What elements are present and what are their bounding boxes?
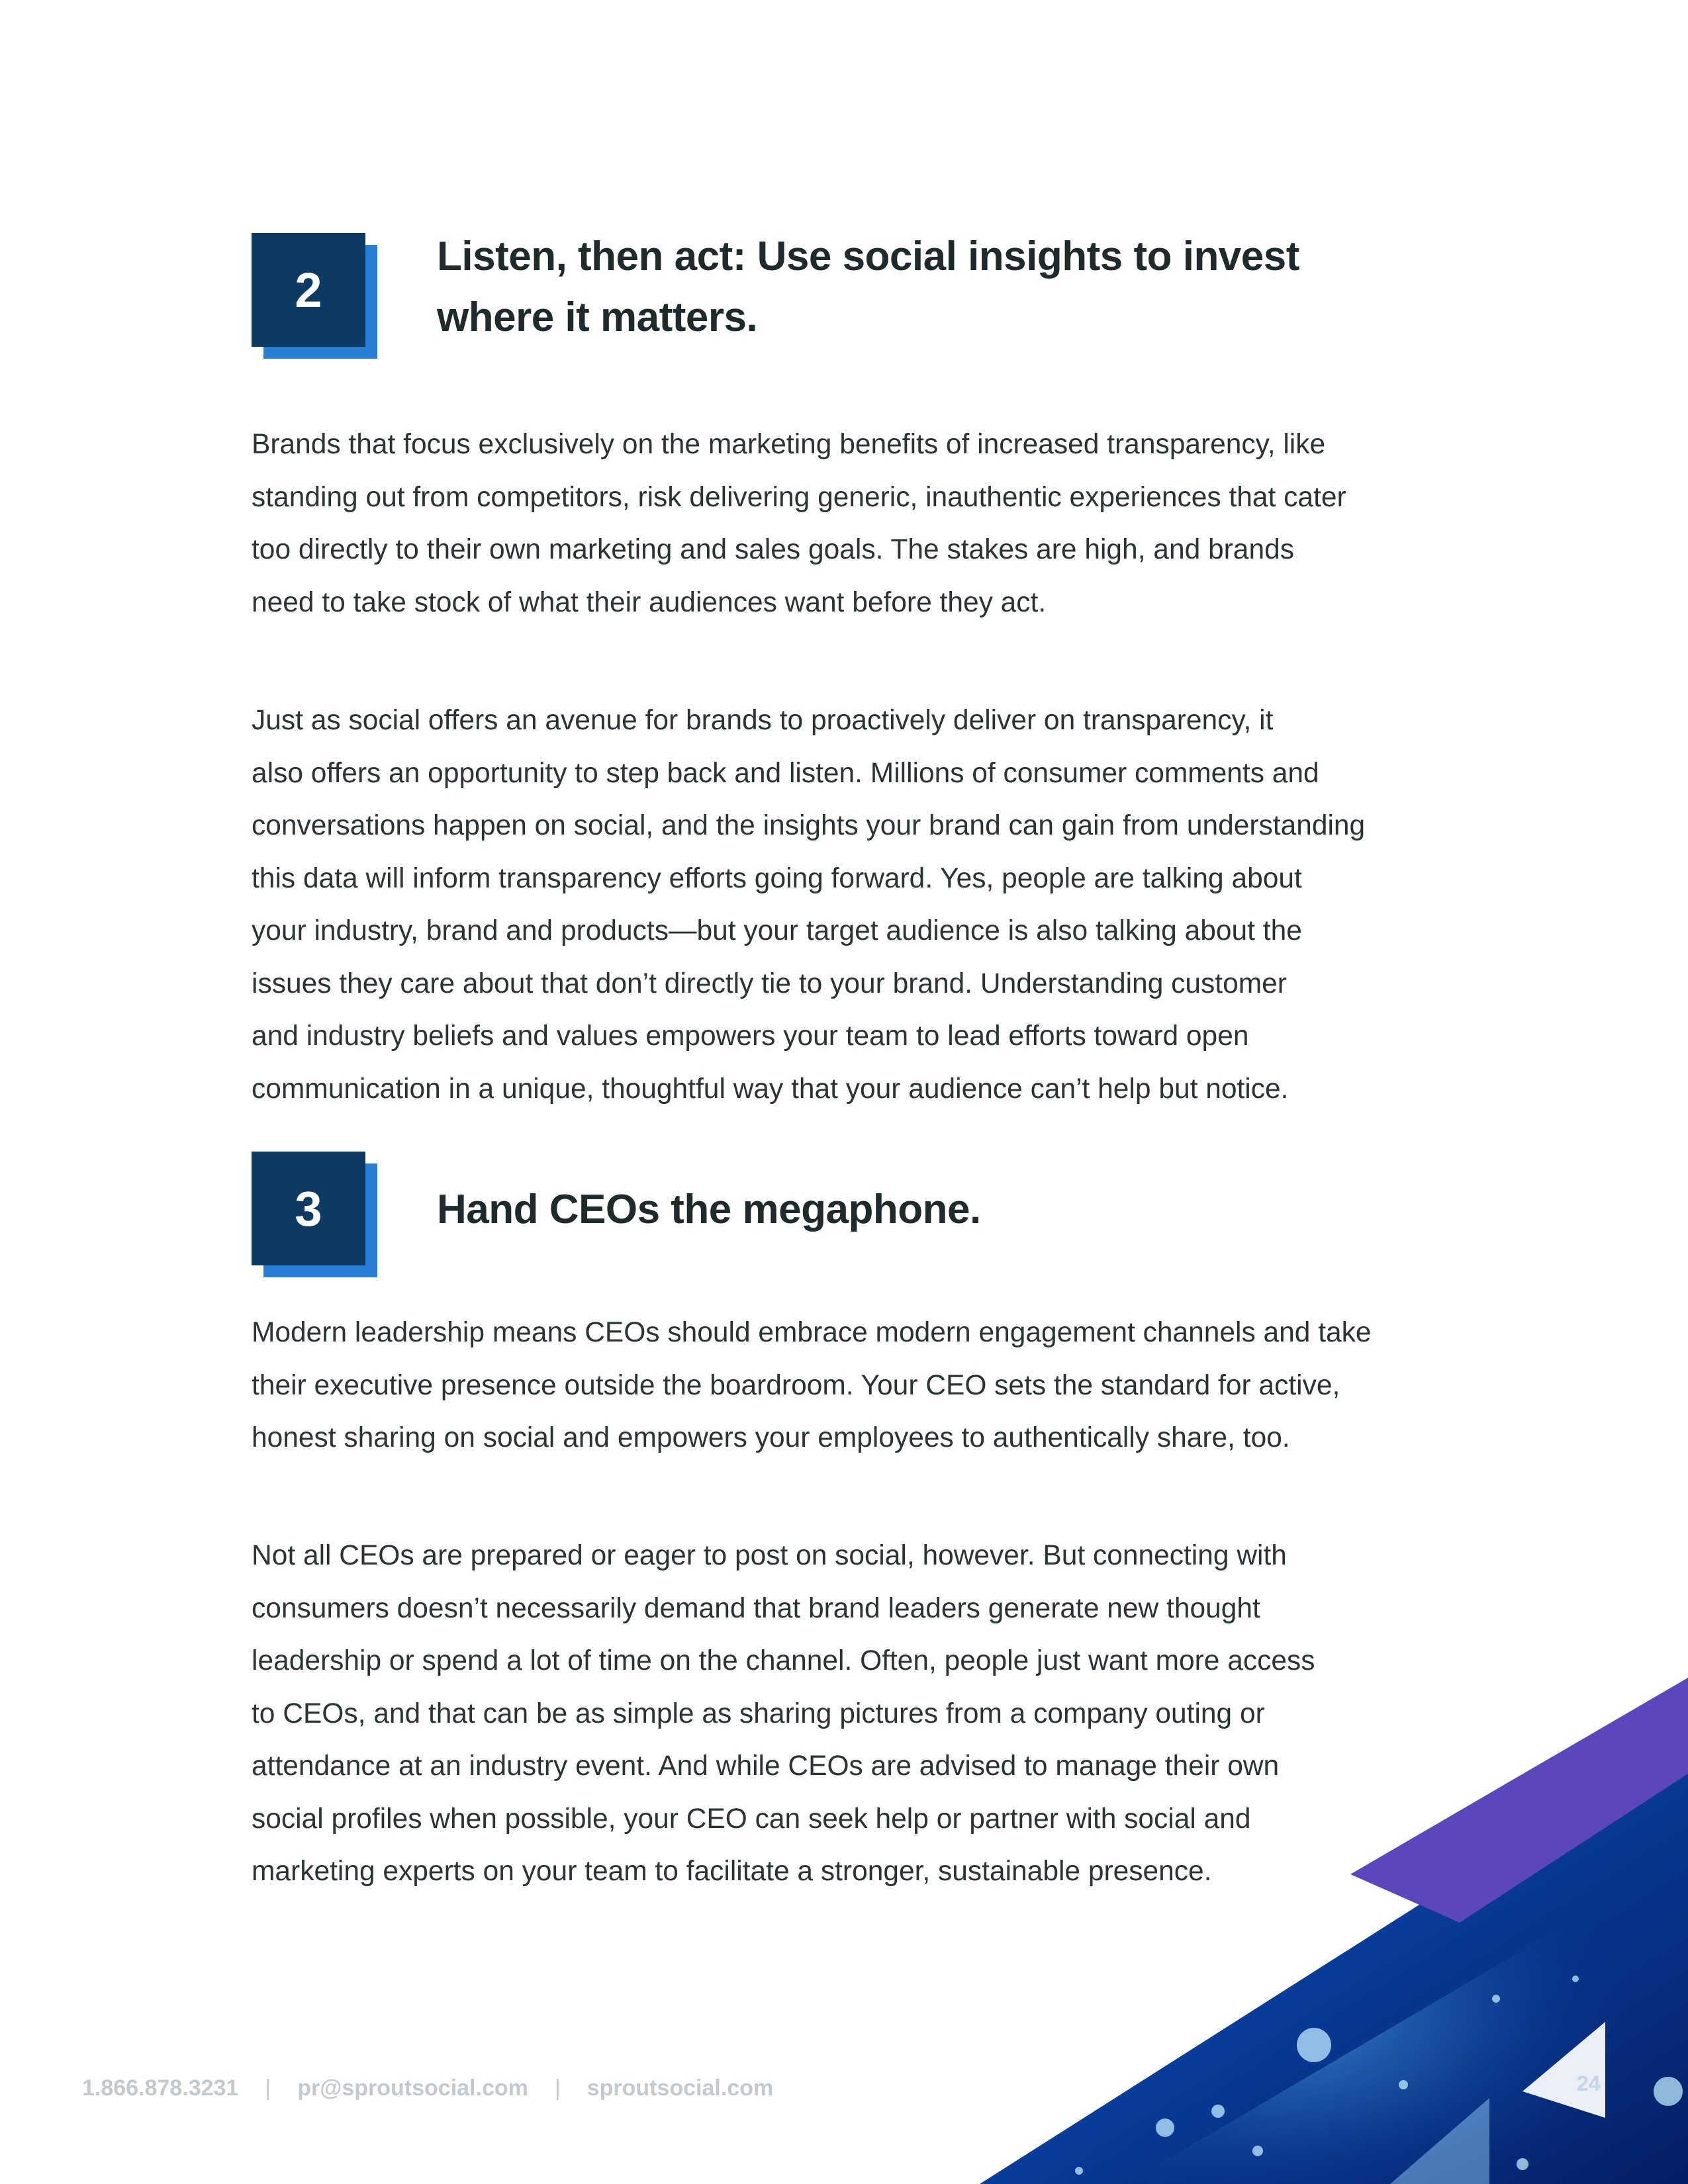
footer-separator: | xyxy=(554,2075,561,2101)
section-number: 3 xyxy=(252,1152,365,1265)
section-title: Hand CEOs the megaphone. xyxy=(437,1187,981,1232)
footer-website[interactable]: sproutsocial.com xyxy=(586,2075,774,2101)
page-number: 24 xyxy=(1577,2071,1601,2095)
section-title-line-1: Listen, then act: Use social insights to invest xyxy=(437,234,1299,279)
footer-separator: | xyxy=(265,2075,271,2101)
paragraph: Modern leadership means CEOs should embrace modern engagement channels and take their executive presence outside the boardroom. Your CEO sets the standard for active, honest sharing on social and empowers your employees to authentically share, too. xyxy=(252,1317,1372,1453)
paragraph: Not all CEOs are prepared or eager to post on social, however. But connecting with consumers doesn’t necessarily demand that brand leaders generate new thought leadership or spend a lot of time on the channel. Often, people just want more access to CEOs, and that can be as simple as sharing pictures from a company outing or attendance at an industry event. And while CEOs are advised to manage their own social profiles when possible, your CEO can seek help or partner with social and marketing experts on your team to facilitate a stronger, sustainable presence. xyxy=(252,1540,1315,1887)
section-title-line-2: where it matters. xyxy=(437,295,758,340)
footer-phone[interactable]: 1.866.878.3231 xyxy=(82,2075,239,2101)
footer-email[interactable]: pr@sproutsocial.com xyxy=(297,2075,528,2101)
paragraph: Just as social offers an avenue for brands to proactively deliver on transparency, it also offers an opportunity to step back and listen. Millions of consumer comments and conversations happen on social, and the insights your brand can gain from understanding this data will inform transparency efforts going forward. Yes, people are talking about your industry, brand and products—but your target audience is also talking about the issues they care about that don’t directly tie to your brand. Understanding customer and industry beliefs and values empowers your team to lead efforts toward open communication in a unique, thoughtful way that your audience can’t help but notice. xyxy=(252,705,1366,1105)
section-number: 2 xyxy=(252,233,365,347)
paragraph: Brands that focus exclusively on the marketing benefits of increased transparency, like standing out from competitors, risk delivering generic, inauthentic experiences that cater too directly to their own marketing and sales goals. The stakes are high, and brands need to take stock of what their audiences want before they act. xyxy=(252,429,1346,618)
footer-contact xyxy=(82,2071,773,2105)
